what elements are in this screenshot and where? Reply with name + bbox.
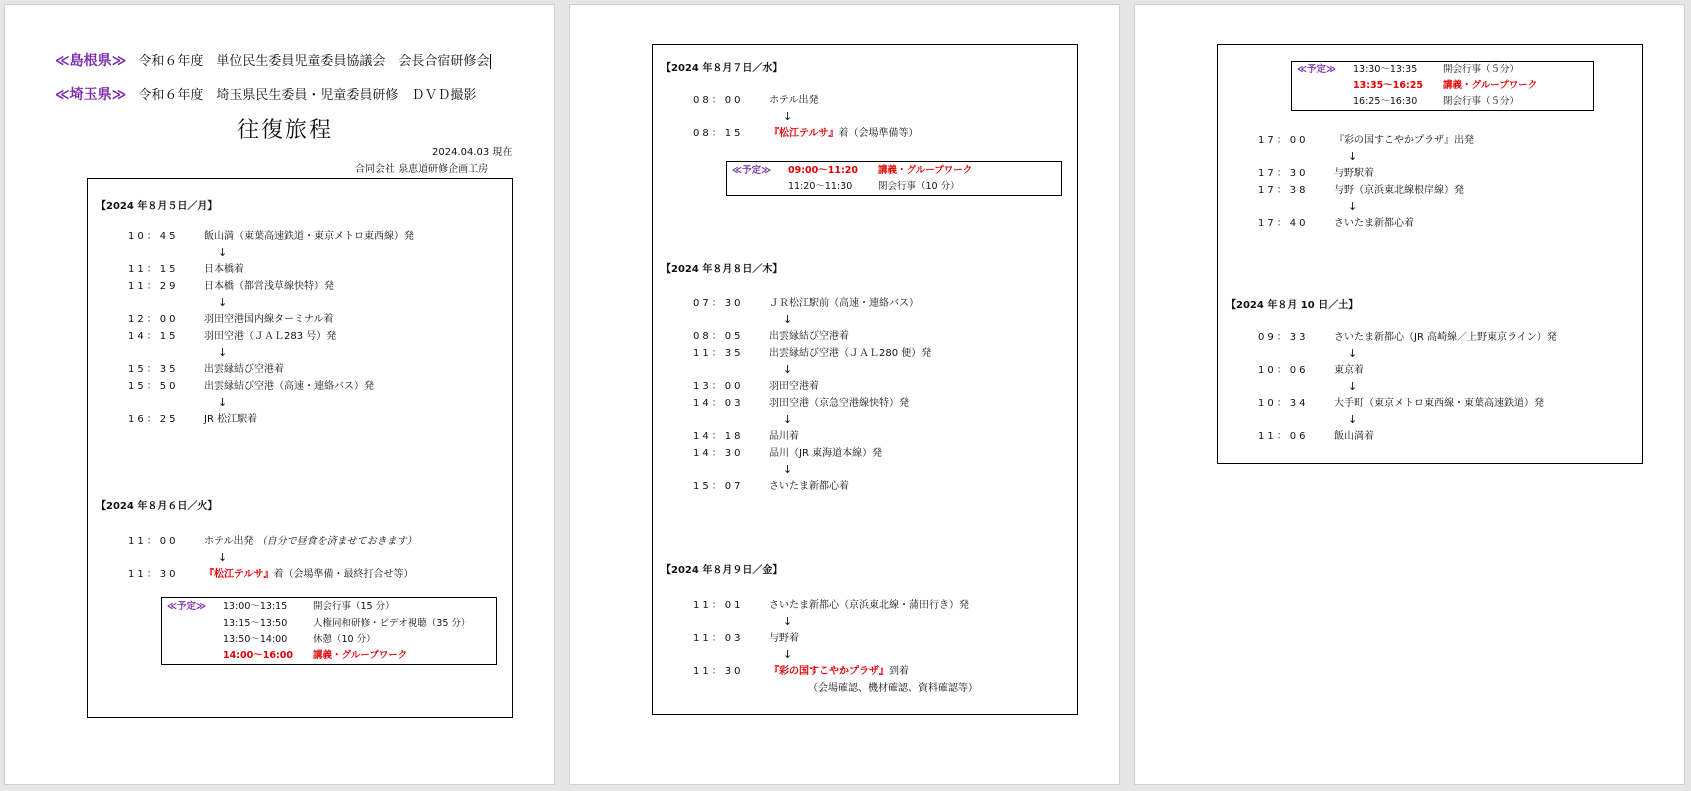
day2-plan-box (161, 597, 497, 665)
row-text: 出雲縁結び空港着 (204, 364, 284, 375)
row-text: 東京着 (1334, 365, 1364, 376)
down-arrow-icon: ↓ (1348, 413, 1358, 426)
row-text: 着（会場準備・最終打合せ等） (273, 569, 414, 580)
day1-row-7 (128, 381, 374, 393)
day2-row-2 (128, 569, 414, 581)
venue-name: 『松江テルサ』 (204, 569, 274, 580)
day1-row-2 (128, 264, 244, 276)
itinerary-box-page2 (652, 44, 1078, 715)
row-text: 出雲縁結び空港（ＪＡＬ280 便）発 (769, 348, 932, 359)
plan-text: 休憩（10 分） (313, 634, 376, 645)
day3-row-2 (693, 128, 919, 140)
day1-row-4 (128, 314, 334, 326)
row-time: 15：35 (128, 364, 179, 375)
row-text: 着（会場準備等） (838, 128, 919, 139)
row-time: 11：06 (1258, 431, 1309, 442)
document-page-2 (569, 4, 1120, 785)
row-text: ホテル出発 (204, 536, 254, 547)
plan-time: 13:35～16:25 (1353, 80, 1423, 91)
plan-row (223, 634, 376, 646)
down-arrow-icon: ↓ (783, 615, 793, 628)
document-page-3 (1134, 4, 1685, 785)
day1-row-6 (128, 364, 284, 376)
row-time: 10：45 (128, 231, 179, 242)
day4-heading: 【2024 年８月８日／木】 (661, 264, 783, 275)
row-text: 到着 (889, 666, 909, 677)
plan-tag: ≪予定≫ (732, 165, 771, 176)
plan-row (788, 165, 972, 177)
row-time: 14：18 (693, 431, 744, 442)
row-time: 11：30 (128, 569, 179, 580)
down-arrow-icon: ↓ (1348, 380, 1358, 393)
plan-time: 13:00～13:15 (223, 601, 288, 612)
header-line-saitama (55, 87, 476, 104)
plan-row (223, 650, 407, 662)
row-time: 17：40 (1258, 218, 1309, 229)
venue-name: 『松江テルサ』 (769, 128, 839, 139)
day5-plan-box (1291, 61, 1594, 111)
day5-row-7 (1258, 218, 1414, 230)
row-text: 羽田空港国内線ターミナル着 (204, 314, 334, 325)
row-text: ホテル出発 (769, 95, 819, 106)
down-arrow-icon: ↓ (1348, 347, 1358, 360)
row-time: 11：30 (693, 666, 744, 677)
row-time: 17：38 (1258, 185, 1309, 196)
row-time: 11：01 (693, 600, 744, 611)
day1-heading: 【2024 年８月５日／月】 (96, 201, 218, 212)
text-cursor (490, 54, 491, 69)
day5-row-2 (693, 633, 799, 645)
plan-text: 閉会行事（10 分） (878, 181, 960, 192)
day4-row-2 (693, 331, 849, 343)
row-text: 与野着 (769, 633, 799, 644)
row-time: 11：35 (693, 348, 744, 359)
prefecture-tag-shimane: ≪島根県≫ (55, 53, 127, 69)
header-line2-text: 令和６年度 埼玉県民生委員・児童委員研修 ＤＶＤ撮影 (138, 88, 477, 103)
plan-row (223, 601, 395, 613)
plan-row (788, 181, 960, 193)
row-text: 飯山満着 (1334, 431, 1374, 442)
day4-row-6 (693, 431, 799, 443)
company-name: 合同会社 泉恵道研修企画工房 (355, 164, 489, 175)
plan-row (1353, 96, 1519, 108)
day5-row-3 (693, 666, 909, 678)
down-arrow-icon: ↓ (783, 463, 793, 476)
down-arrow-icon: ↓ (783, 313, 793, 326)
row-time: 14：30 (693, 448, 744, 459)
row-time: 16：25 (128, 414, 179, 425)
day4-row-7 (693, 448, 882, 460)
row-text: 品川（JR 東海道本線）発 (769, 448, 883, 459)
row-time: 13：00 (693, 381, 744, 392)
row-time: 11：15 (128, 264, 179, 275)
document-page-1 (4, 4, 555, 785)
row-text: 出雲縁結び空港（高速・連絡バス）発 (204, 381, 374, 392)
plan-row (223, 618, 470, 630)
day5-row-4 (1258, 135, 1474, 147)
plan-tag: ≪予定≫ (167, 601, 206, 612)
plan-text: 講義・グループワーク (1443, 80, 1538, 91)
row-time: 11：00 (128, 536, 179, 547)
day1-row-3 (128, 281, 334, 293)
row-text: 与野駅着 (1334, 168, 1374, 179)
day1-row-1 (128, 231, 414, 243)
day3-heading: 【2024 年８月７日／水】 (661, 63, 783, 74)
down-arrow-icon: ↓ (783, 648, 793, 661)
row-text: 羽田空港（京急空港線快特）発 (769, 398, 909, 409)
row-time: 12：00 (128, 314, 179, 325)
plan-time: 13:15～13:50 (223, 618, 288, 629)
day2-row-1 (128, 536, 417, 548)
row-text: 出雲縁結び空港着 (769, 331, 849, 342)
itinerary-box-page1 (87, 178, 513, 718)
down-arrow-icon: ↓ (1348, 150, 1358, 163)
row-time: 08：00 (693, 95, 744, 106)
row-text: さいたま新都心（京浜東北線・蒲田行き）発 (769, 600, 969, 611)
row-time: 17：30 (1258, 168, 1309, 179)
plan-time: 14:00～16:00 (223, 650, 293, 661)
day6-row-2 (1258, 365, 1364, 377)
row-time: 17：00 (1258, 135, 1309, 146)
plan-row (1353, 64, 1519, 76)
plan-tag: ≪予定≫ (1297, 64, 1336, 75)
day5-heading: 【2024 年８月９日／金】 (661, 565, 783, 576)
as-of-date: 2024.04.03 現在 (432, 147, 513, 158)
header-line-shimane (55, 53, 491, 70)
row-text: 『彩の国すこやかプラザ』出発 (1334, 135, 1474, 146)
row-time: 07：30 (693, 298, 744, 309)
day4-row-5 (693, 398, 909, 410)
down-arrow-icon: ↓ (783, 413, 793, 426)
row-text: 日本橋（都営浅草線快特）発 (204, 281, 334, 292)
down-arrow-icon: ↓ (218, 346, 228, 359)
row-time: 10：34 (1258, 398, 1309, 409)
document-title: 往復旅程 (237, 118, 334, 143)
day5-row-1 (693, 600, 969, 612)
plan-time: 13:50～14:00 (223, 634, 288, 645)
row-note: （自分で昼食を済ませておきます） (256, 536, 417, 547)
row-time: 10：06 (1258, 365, 1309, 376)
day5-subnote: （会場確認、機材確認、資料確認等） (808, 683, 978, 694)
day6-row-3 (1258, 398, 1544, 410)
row-time: 14：15 (128, 331, 179, 342)
day4-row-8 (693, 481, 849, 493)
down-arrow-icon: ↓ (218, 551, 228, 564)
row-text: 日本橋着 (204, 264, 244, 275)
day5-row-6 (1258, 185, 1464, 197)
row-text: ＪＲ松江駅前（高速・連絡バス） (769, 298, 919, 309)
plan-text: 開会行事（５分） (1443, 64, 1520, 75)
down-arrow-icon: ↓ (783, 363, 793, 376)
plan-time: 13:30～13:35 (1353, 64, 1418, 75)
down-arrow-icon: ↓ (218, 296, 228, 309)
row-time: 15：07 (693, 481, 744, 492)
row-text: 飯山満（東葉高速鉄道・東京メトロ東西線）発 (204, 231, 414, 242)
day6-heading: 【2024 年８月 10 日／土】 (1226, 300, 1359, 311)
itinerary-box-page3 (1217, 44, 1643, 464)
day6-row-4 (1258, 431, 1374, 443)
day4-row-4 (693, 381, 819, 393)
row-time: 11：03 (693, 633, 744, 644)
row-time: 14：03 (693, 398, 744, 409)
plan-time: 16:25～16:30 (1353, 96, 1418, 107)
plan-text: 人権同和研修・ビデオ視聴（35 分） (313, 618, 471, 629)
plan-text: 閉会行事（５分） (1443, 96, 1520, 107)
day1-row-5 (128, 331, 336, 343)
day1-row-8 (128, 414, 257, 426)
day6-row-1 (1258, 332, 1557, 344)
row-text: 品川着 (769, 431, 799, 442)
venue-name: 『彩の国すこやかプラザ』 (769, 666, 889, 677)
down-arrow-icon: ↓ (218, 396, 228, 409)
plan-text: 講義・グループワーク (313, 650, 408, 661)
row-text: 羽田空港着 (769, 381, 819, 392)
day5-row-5 (1258, 168, 1374, 180)
plan-time: 11:20～11:30 (788, 181, 853, 192)
down-arrow-icon: ↓ (1348, 200, 1358, 213)
plan-text: 開会行事（15 分） (313, 601, 395, 612)
row-time: 11：29 (128, 281, 179, 292)
day4-row-3 (693, 348, 931, 360)
header-line1-text: 令和６年度 単位民生委員児童委員協議会 会長合宿研修会 (138, 54, 490, 69)
day3-row-1 (693, 95, 819, 107)
row-text: さいたま新都心（JR 高崎線／上野東京ライン）発 (1334, 332, 1557, 343)
day4-row-1 (693, 298, 919, 310)
plan-time: 09:00～11:20 (788, 165, 858, 176)
row-text: 大手町（東京メトロ東西線・東葉高速鉄道）発 (1334, 398, 1544, 409)
row-text: さいたま新都心着 (769, 481, 849, 492)
row-time: 15：50 (128, 381, 179, 392)
day2-heading: 【2024 年８月６日／火】 (96, 501, 218, 512)
row-text: さいたま新都心着 (1334, 218, 1414, 229)
row-text: 与野（京浜東北線根岸線）発 (1334, 185, 1464, 196)
plan-row (1353, 80, 1537, 92)
row-text: 羽田空港（ＪＡＬ283 号）発 (204, 331, 337, 342)
plan-text: 講義・グループワーク (878, 165, 973, 176)
prefecture-tag-saitama: ≪埼玉県≫ (55, 87, 127, 103)
row-time: 09：33 (1258, 332, 1309, 343)
down-arrow-icon: ↓ (783, 110, 793, 123)
row-text: JR 松江駅着 (204, 414, 258, 425)
down-arrow-icon: ↓ (218, 246, 228, 259)
day3-plan-box (726, 161, 1062, 196)
row-time: 08：05 (693, 331, 744, 342)
row-time: 08：15 (693, 128, 744, 139)
